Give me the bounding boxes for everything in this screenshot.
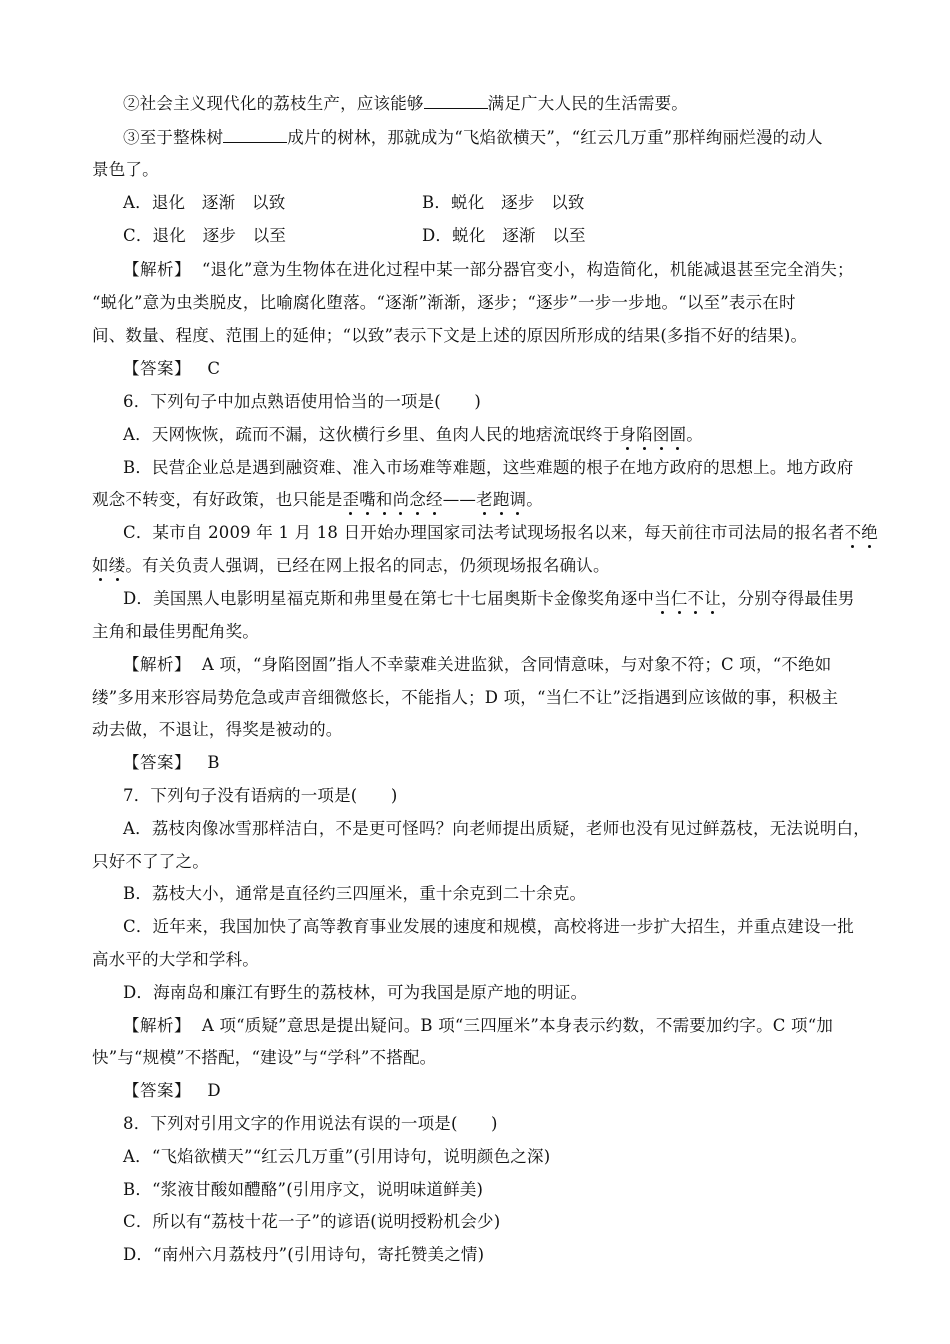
emphasis-dot-char: 念	[409, 490, 427, 509]
q7-analysis-line-2: 快”与“规模”不搭配，“建设”与“学科”不搭配。	[92, 1048, 437, 1067]
answer-label: 【答案】	[123, 1081, 191, 1100]
emphasis-dot-char: 缕	[108, 556, 126, 575]
q6-option-d-line-2: 主角和最佳男配角奖。	[92, 622, 259, 641]
dotted-idiom	[654, 589, 721, 608]
q5-item-2-text-end: 满足广大人民的生活需要。	[487, 94, 689, 113]
emphasis-dot-char: 尚	[392, 490, 410, 509]
q5-analysis-line-1	[123, 260, 854, 280]
q6-stem: 6．下列句子中加点熟语使用恰当的一项是( )	[123, 392, 481, 411]
q6-option-a-text: A．天网恢恢，疏而不漏，这伙横行乡里、鱼肉人民的地痞流氓终于	[123, 425, 620, 444]
dotted-idiom	[343, 490, 443, 509]
q7-option-a-line-2: 只好不了了之。	[92, 852, 209, 871]
q8-option-b: B．“浆液甘酸如醴酪”(引用序文，说明味道鲜美)	[123, 1180, 484, 1199]
q6-option-d-line-1	[123, 589, 855, 609]
q5-option-c: C．退化 逐步 以至	[123, 226, 287, 245]
answer-value: B	[207, 753, 220, 772]
q5-analysis-line-3: 间、数量、程度、范围上的延伸；“以致”表示下文是上述的原因所形成的结果(多指不好的结果)。	[92, 326, 808, 345]
emphasis-dot-char: 当	[654, 589, 671, 608]
q5-analysis-line-2: “蜕化”意为虫类脱皮，比喻腐化堕落。“逐渐”渐渐，逐步；“逐步”一步一步地。“以至”表示在时	[92, 293, 796, 312]
q5-answer	[123, 359, 220, 379]
analysis-text: A 项，“身陷囹圄”指人不幸蒙难关进监狱，含同情意味，与对象不符；C 项，“不绝如	[201, 655, 832, 674]
q6-option-d-end: ，分别夺得最佳男	[720, 589, 855, 608]
emphasis-dot-char: 囹	[652, 425, 670, 444]
q5-item-3-text: ③至于整株树	[123, 128, 224, 147]
fill-blank	[424, 94, 488, 109]
q6-option-b-line-1: B．民营企业总是遇到融资难、准入市场难等难题，这些难题的根子在地方政府的思想上。地方政府	[123, 458, 854, 477]
q8-stem: 8．下列对引用文字的作用说法有误的一项是( )	[123, 1114, 498, 1133]
q6-option-b-text: 观念不转变，有好政策，也只能是	[92, 490, 343, 509]
q6-option-d-text: D．美国黑人电影明星福克斯和弗里曼在第七十七届奥斯卡金像奖角逐中	[123, 589, 655, 608]
emphasis-dot-char: 让	[704, 589, 721, 608]
emphasis-dot-char: 歪	[342, 490, 360, 509]
analysis-text: A 项“质疑”意思是提出疑问。B 项“三四厘米”本身表示约数，不需要加约字。C 项“加	[201, 1016, 834, 1035]
q7-option-c-line-2: 高水平的大学和学科。	[92, 950, 259, 969]
dotted-idiom	[845, 523, 878, 542]
emphasis-dot-char: 仁	[670, 589, 688, 608]
q7-option-b: B．荔枝大小，通常是直径约三四厘米，重十余克到二十余克。	[123, 884, 587, 903]
q7-option-c-line-1: C．近年来，我国加快了高等教育事业发展的速度和规模，高校将进一步扩大招生，并重点建设一批	[123, 917, 854, 936]
q5-option-b: B．蜕化 逐步 以致	[422, 193, 585, 212]
answer-label: 【答案】	[123, 753, 191, 772]
q5-item-3-text-end: 成片的树林，那就成为“飞焰欲横天”，“红云几万重”那样绚丽烂漫的动人	[287, 128, 823, 147]
q6-option-b-end: 。	[526, 490, 543, 509]
q5-option-d: D．蜕化 逐渐 以至	[422, 226, 586, 245]
emphasis-dot-char: 跑	[492, 490, 510, 509]
q7-option-a-line-1: A．荔枝肉像冰雪那样洁白，不是更可怪吗？向老师提出质疑，老师也没有见过鲜荔枝，无法说明白，	[123, 819, 870, 838]
q5-option-a: A．退化 逐渐 以致	[123, 193, 286, 212]
q6-option-c-text: C．某市自 2009 年 1 月 18 日开始办理国家司法考试现场报名以来，每天前往市司法局的报名者	[123, 523, 845, 542]
emphasis-dot-char: 不	[844, 523, 862, 542]
q6-option-c-line-2	[92, 556, 610, 576]
q8-option-c: C．所以有“荔枝十花一子”的谚语(说明授粉机会少)	[123, 1212, 501, 1231]
analysis-label: 【解析】	[123, 260, 191, 279]
analysis-label: 【解析】	[123, 1016, 191, 1035]
q5-item-2	[123, 94, 688, 114]
q6-option-c-line-1	[123, 523, 878, 543]
dash: ——	[442, 490, 477, 509]
q6-analysis-line-1	[123, 655, 831, 675]
q7-option-d: D．海南岛和廉江有野生的荔枝林，可为我国是原产地的明证。	[123, 983, 588, 1002]
emphasis-dot-char: 陷	[636, 425, 653, 444]
q7-analysis-line-1	[123, 1016, 833, 1036]
answer-value: C	[207, 359, 221, 378]
analysis-text: “退化”意为生物体在进化过程中某一部分器官变小，构造简化，机能减退甚至完全消失；	[201, 260, 854, 279]
q7-stem: 7．下列句子没有语病的一项是( )	[123, 786, 398, 805]
q6-option-c-text-end: 。有关负责人强调，已经在网上报名的同志，仍须现场报名确认。	[125, 556, 610, 575]
q6-analysis-line-3: 动去做，不退让，得奖是被动的。	[92, 720, 343, 739]
emphasis-dot-char: 调	[509, 490, 527, 509]
q6-option-b-line-2	[92, 490, 543, 510]
q6-option-a-end: 。	[686, 425, 703, 444]
emphasis-dot-char: 绝	[861, 523, 878, 542]
emphasis-dot-char: 如	[92, 556, 109, 575]
emphasis-dot-char: 不	[687, 589, 705, 608]
q6-analysis-line-2: 缕”多用来形容局势危急或声音细微悠长，不能指人；D 项，“当仁不让”泛指遇到应该做的事，积极主	[92, 688, 839, 707]
q5-item-2-text: ②社会主义现代化的荔枝生产，应该能够	[123, 94, 424, 113]
q6-option-a	[123, 425, 703, 445]
fill-blank	[223, 128, 287, 143]
emphasis-dot-char: 老	[476, 490, 493, 509]
q7-answer	[123, 1081, 221, 1101]
q8-option-d: D．“南州六月荔枝丹”(引用诗句，寄托赞美之情)	[123, 1245, 485, 1264]
analysis-label: 【解析】	[123, 655, 191, 674]
q6-answer	[123, 753, 220, 773]
answer-value: D	[207, 1081, 221, 1100]
q8-option-a: A．“飞焰欲横天”“红云几万重”(引用诗句，说明颜色之深)	[123, 1147, 551, 1166]
emphasis-dot-char: 和	[375, 490, 393, 509]
q5-item-3	[123, 128, 823, 148]
emphasis-dot-char: 圄	[669, 425, 687, 444]
dotted-idiom	[92, 556, 125, 575]
emphasis-dot-char: 嘴	[359, 490, 376, 509]
emphasis-dot-char: 身	[619, 425, 637, 444]
dotted-idiom	[619, 425, 686, 444]
answer-label: 【答案】	[123, 359, 191, 378]
emphasis-dot-char: 经	[426, 490, 443, 509]
dotted-idiom	[476, 490, 526, 509]
q5-item-3-continued: 景色了。	[92, 160, 159, 179]
